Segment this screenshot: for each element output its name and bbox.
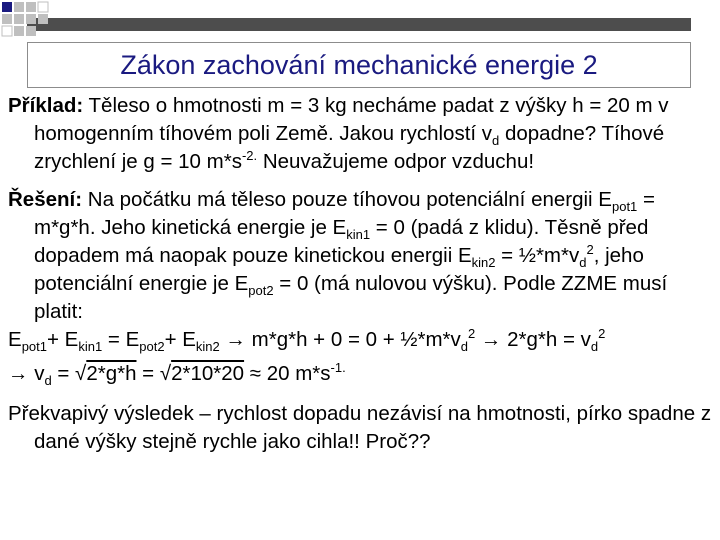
subscript: kin1 (78, 339, 103, 355)
subscript: d (579, 255, 587, 271)
text-span: → v (8, 362, 45, 385)
subscript: d (44, 373, 52, 389)
example-label: Příklad: (8, 94, 84, 117)
text-span: + E (47, 328, 79, 351)
text-span: Na počátku má těleso pouze tíhovou potenciální energii E (82, 188, 612, 211)
superscript: 2 (598, 326, 606, 342)
subscript: d (460, 339, 468, 355)
superscript: -1. (330, 360, 346, 376)
text-span: + E (164, 328, 196, 351)
text-span: dopadne? Tíhové zrychlení je g = 10 m*s (34, 122, 665, 173)
conclusion-paragraph: Překvapivý výsledek – rychlost dopadu nezávisí na hmotnosti, pírko spadne z dané výšky stejně rychle jako cihla!! Proč?? (8, 402, 712, 453)
solution-label: Řešení: (8, 188, 83, 211)
subscript: pot2 (139, 339, 165, 355)
text-span: E (8, 328, 22, 351)
superscript: 2 (586, 242, 594, 258)
energy-equation (8, 326, 714, 354)
subscript: d (590, 339, 599, 355)
solution-paragraph (8, 186, 714, 326)
text-span: = ½*m*v (495, 244, 580, 267)
text-span: ≈ 20 m*s (244, 362, 331, 385)
radicand: 2*g*h (86, 362, 137, 385)
superscript: 2 (468, 326, 476, 342)
subscript: kin1 (346, 227, 371, 243)
text-span: = 0 (má nulovou výšku). Podle ZZME musí platit: (34, 272, 668, 323)
text-span: Neuvažujeme odpor vzduchu! (257, 150, 535, 173)
velocity-equation (8, 360, 714, 388)
text-span: → m*g*h + 0 = 0 + ½*m*v (219, 328, 461, 351)
radicand: 2*10*20 (171, 362, 245, 385)
text-span: = √ (136, 362, 172, 385)
text-span: = √ (51, 362, 87, 385)
slide-title: Zákon zachování mechanické energie 2 (120, 49, 598, 80)
header-decoration (0, 0, 720, 42)
subscript: pot2 (248, 283, 274, 299)
subscript: pot1 (21, 339, 47, 355)
subscript: kin2 (195, 339, 220, 355)
subscript: pot1 (611, 199, 638, 215)
title-box (27, 42, 691, 88)
superscript: -2. (241, 148, 258, 164)
text-span: = 0 (padá z klidu). Těsně před dopadem má naopak pouze kinetickou energii E (34, 216, 649, 267)
text-span: → 2*g*h = v (475, 328, 591, 351)
text-span: Těleso o hmotnosti m = 3 kg necháme padat z výšky h = 20 m v homogenním tíhovém poli Země. Jakou rychlostí v (34, 94, 669, 145)
example-paragraph (8, 92, 714, 176)
subscript: kin2 (471, 255, 496, 271)
text-span: , jeho potenciální energie je E (34, 244, 644, 295)
text-span: = m*g*h. Jeho kinetická energie je E (34, 188, 655, 239)
text-span: = E (102, 328, 140, 351)
slide-content (8, 92, 714, 456)
subscript: d (492, 133, 500, 149)
